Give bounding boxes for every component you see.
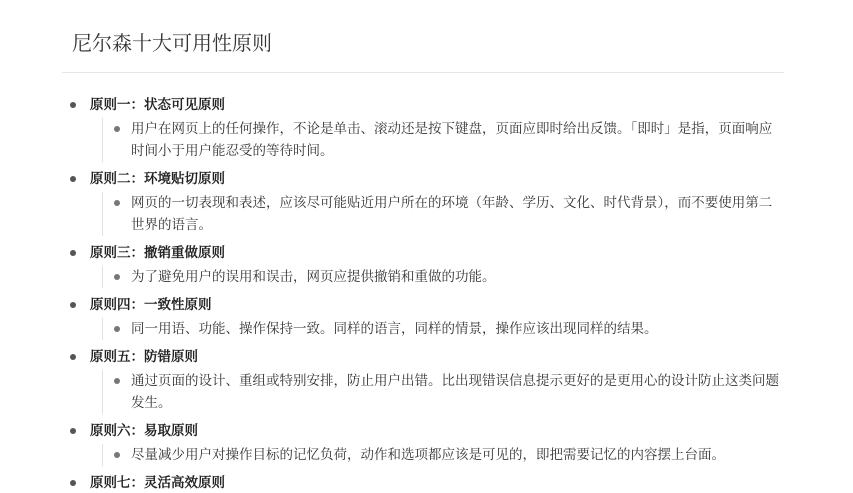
principle-heading: 原则六：易取原则 bbox=[90, 423, 198, 439]
principle-heading: 原则三：撤销重做原则 bbox=[90, 245, 225, 261]
bullet-icon bbox=[70, 250, 76, 256]
principle-heading: 原则四：一致性原则 bbox=[90, 297, 212, 313]
bullet-icon bbox=[70, 354, 76, 360]
principle-detail bbox=[131, 318, 784, 340]
principle-detail-text: 通过页面的设计、重组或特别安排，防止用户出错。比出现错误信息提示更好的是更用心的设计防止这类问题发生。 bbox=[131, 373, 779, 411]
principle-detail bbox=[131, 192, 784, 236]
principle-detail bbox=[131, 370, 784, 414]
bullet-icon bbox=[114, 326, 120, 332]
bullet-icon bbox=[70, 102, 76, 108]
principle-detail bbox=[131, 118, 784, 162]
principle-detail-text: 同一用语、功能、操作保持一致。同样的语言，同样的情景，操作应该出现同样的结果。 bbox=[131, 321, 658, 337]
principle-detail bbox=[131, 444, 784, 466]
principle-detail-text: 网页的一切表现和表述，应该尽可能贴近用户所在的环境（年龄、学历、文化、时代背景），而不要使用第二世界的语言。 bbox=[131, 195, 773, 233]
principle-detail-text: 为了避免用户的误用和误击，网页应提供撤销和重做的功能。 bbox=[131, 269, 496, 285]
principles-list bbox=[62, 94, 784, 493]
principle-heading: 原则五：防错原则 bbox=[90, 349, 198, 365]
list-item bbox=[62, 294, 784, 340]
principle-detail-list bbox=[102, 118, 784, 162]
list-item bbox=[62, 472, 784, 493]
list-item bbox=[62, 94, 784, 162]
title-divider bbox=[62, 72, 784, 73]
principle-detail bbox=[131, 266, 784, 288]
bullet-icon bbox=[114, 126, 120, 132]
principle-heading: 原则一：状态可见原则 bbox=[90, 97, 225, 113]
list-item bbox=[62, 168, 784, 236]
principle-detail-list bbox=[102, 318, 784, 340]
principle-detail-list bbox=[102, 444, 784, 466]
page-title: 尼尔森十大可用性原则 bbox=[72, 31, 272, 55]
bullet-icon bbox=[70, 176, 76, 182]
list-item bbox=[62, 420, 784, 466]
bullet-icon bbox=[114, 452, 120, 458]
principle-heading: 原则二：环境贴切原则 bbox=[90, 171, 225, 187]
list-item bbox=[62, 242, 784, 288]
principle-detail-text: 用户在网页上的任何操作，不论是单击、滚动还是按下键盘，页面应即时给出反馈。「即时」是指，页面响应时间小于用户能忍受的等待时间。 bbox=[131, 121, 773, 159]
principle-detail-list bbox=[102, 192, 784, 236]
principle-detail-text: 尽量减少用户对操作目标的记忆负荷，动作和选项都应该是可见的，即把需要记忆的内容摆上台面。 bbox=[131, 447, 725, 463]
principle-detail-list bbox=[102, 266, 784, 288]
bullet-icon bbox=[70, 480, 76, 486]
bullet-icon bbox=[70, 302, 76, 308]
bullet-icon bbox=[114, 200, 120, 206]
bullet-icon bbox=[114, 274, 120, 280]
bullet-icon bbox=[114, 378, 120, 384]
bullet-icon bbox=[70, 428, 76, 434]
principle-heading: 原则七：灵活高效原则 bbox=[90, 475, 225, 491]
principle-detail-list bbox=[102, 370, 784, 414]
list-item bbox=[62, 346, 784, 414]
